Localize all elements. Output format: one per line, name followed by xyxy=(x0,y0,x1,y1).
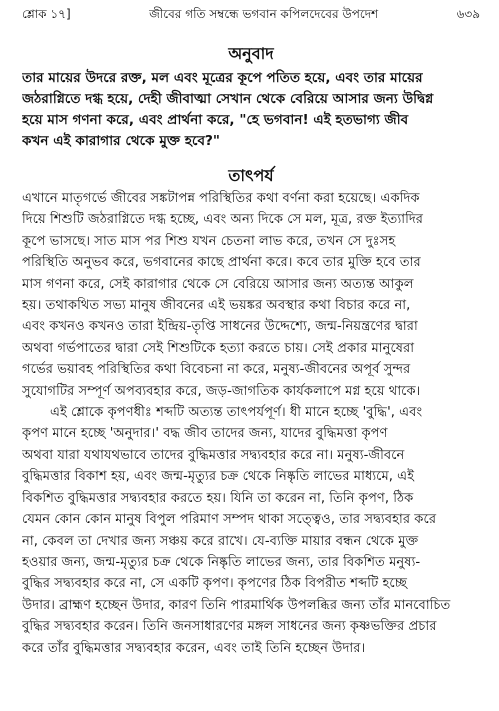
purport-line: এখানে মাতৃগর্ভে জীবের সঙ্কটাপন্ন পরিস্থিতির কথা বর্ণনা করা হয়েছে। একদিক xyxy=(22,191,420,206)
chapter-title: জীবের গতি সম্বন্ধে ভগবান কপিলদেবের উপদেশ xyxy=(149,7,379,21)
book-page xyxy=(22,6,480,659)
purport-line: বুদ্ধির সদ্ব্যবহার করে না, সে একটি কৃপণ। কৃপণের ঠিক বিপরীত শব্দটি হচ্ছে xyxy=(22,576,408,592)
purport-line: কৃপণ মানে হচ্ছে 'অনুদার।' বদ্ধ জীব তাদের জন্য, যাদের বুদ্ধিমত্তা কৃপণ xyxy=(22,426,388,442)
purport-line: দিয়ে শিশুটি জঠরাগ্নিতে দগ্ধ হচ্ছে, এবং অন্য দিকে সে মল, মূত্র, রক্ত ইত্যাদির xyxy=(22,212,424,228)
purport-line: মাস গণনা করে, সেই কারাগার থেকে সে বেরিয়ে আসার জন্য অত্যন্ত আকুল xyxy=(22,276,414,292)
purport-line: অথবা যারা যথাযথভাবে তাদের বুদ্ধিমত্তার সদ্ব্যবহার করে না। মনুষ্য-জীবনে xyxy=(22,447,405,463)
purport-line: বুদ্ধির সদ্ব্যবহার করেন। তিনি জনসাধারণের মঙ্গল সাধনের জন্য কৃষ্ণভক্তির প্রচার xyxy=(22,619,437,635)
translation-line: তার মায়ের উদরে রক্ত, মল এবং মূত্রের কূপে পতিত হয়ে, এবং তার মায়ের xyxy=(22,70,423,86)
translation-line: হয়ে মাস গণনা করে, এবং প্রার্থনা করে, "হে ভগবান! এই হতভাগ্য জীব xyxy=(22,112,409,128)
purport-line: যেমন কোন কোন মানুষ বিপুল পরিমাণ সম্পদ থাকা সত্ত্বেও, তার সদ্ব্যবহার করে xyxy=(22,512,437,528)
page-number: ৬৩৯ xyxy=(456,7,480,21)
running-header xyxy=(22,6,480,22)
purport-text xyxy=(22,188,480,659)
purport-line: গর্ভের ভয়াবহ পরিস্থিতির কথা বিবেচনা না করে, মনুষ্য-জীবনের অপূর্ব সুন্দর xyxy=(22,362,411,378)
purport-line: এবং কখনও কখনও তারা ইন্দ্রিয়-তৃপ্তি সাধনের উদ্দেশ্যে, জন্ম-নিয়ন্ত্রণের দ্বারা xyxy=(22,319,418,335)
purport-line: উদার। ব্রাহ্মণ হচ্ছেন উদার, কারণ তিনি পারমার্থিক উপলব্ধির জন্য তাঁর মানবোচিত xyxy=(22,597,451,613)
purport-line: অথবা গর্ভপাতের দ্বারা সেই শিশুটিকে হত্যা করতে চায়। সেই প্রকার মানুষেরা xyxy=(22,340,415,356)
purport-line: না, কেবল তা দেখার জন্য সঞ্চয় করে রাখে। যে-ব্যক্তি মায়ার বন্ধন থেকে মুক্ত xyxy=(22,533,419,549)
purport-line: সুযোগটির সম্পূর্ণ অপব্যবহার করে, জড়-জাগতিক কার্যকলাপে মগ্ন হয়ে থাকে। xyxy=(22,383,421,399)
purport-line: বিকশিত বুদ্ধিমত্তার সদ্ব্যবহার করতে হয়। যিনি তা করেন না, তিনি কৃপণ, ঠিক xyxy=(22,490,414,506)
translation-text xyxy=(22,68,480,152)
purport-line: কূপে ভাসছে। সাত মাস পর শিশু যখন চেতনা লাভ করে, তখন সে দুঃসহ xyxy=(22,233,396,249)
verse-reference: শ্লোক ১৭] xyxy=(22,7,71,21)
purport-line: হয়। তথাকথিত সভ্য মানুষ জীবনের এই ভয়ঙ্কর অবস্থার কথা বিচার করে না, xyxy=(22,298,411,314)
purport-line: হওয়ার জন্য, জন্ম-মৃত্যুর চক্র থেকে নিষ্কৃতি লাভের জন্য, তার বিকশিত মনুষ্য- xyxy=(22,554,421,570)
translation-line: কখন এই কারাগার থেকে মুক্ত হবে?" xyxy=(22,133,221,149)
purport-line: বুদ্ধিমত্তার বিকাশ হয়, এবং জন্ম-মৃত্যুর চক্র থেকে নিষ্কৃতি লাভের মাধ্যমে, এই xyxy=(22,469,415,485)
translation-heading: অনুবাদ xyxy=(228,44,274,63)
purport-line: এই শ্লোকে কৃপণধীঃ শব্দটি অত্যন্ত তাৎপর্যপূর্ণ। ধী মানে হচ্ছে 'বুদ্ধি', এবং xyxy=(50,405,423,421)
purport-heading: তাৎপর্য xyxy=(228,166,274,185)
purport-line: করে তাঁর বুদ্ধিমত্তার সদ্ব্যবহার করেন, এবং তাই তিনি হচ্ছেন উদার। xyxy=(22,640,366,656)
translation-line: জঠরাগ্নিতে দগ্ধ হয়ে, দেহী জীবাত্মা সেখান থেকে বেরিয়ে আসার জন্য উদ্বিগ্ন xyxy=(22,91,434,107)
purport-line: পরিস্থিতি অনুভব করে, ভগবানের কাছে প্রার্থনা করে। কবে তার মুক্তি হবে তার xyxy=(22,255,421,271)
